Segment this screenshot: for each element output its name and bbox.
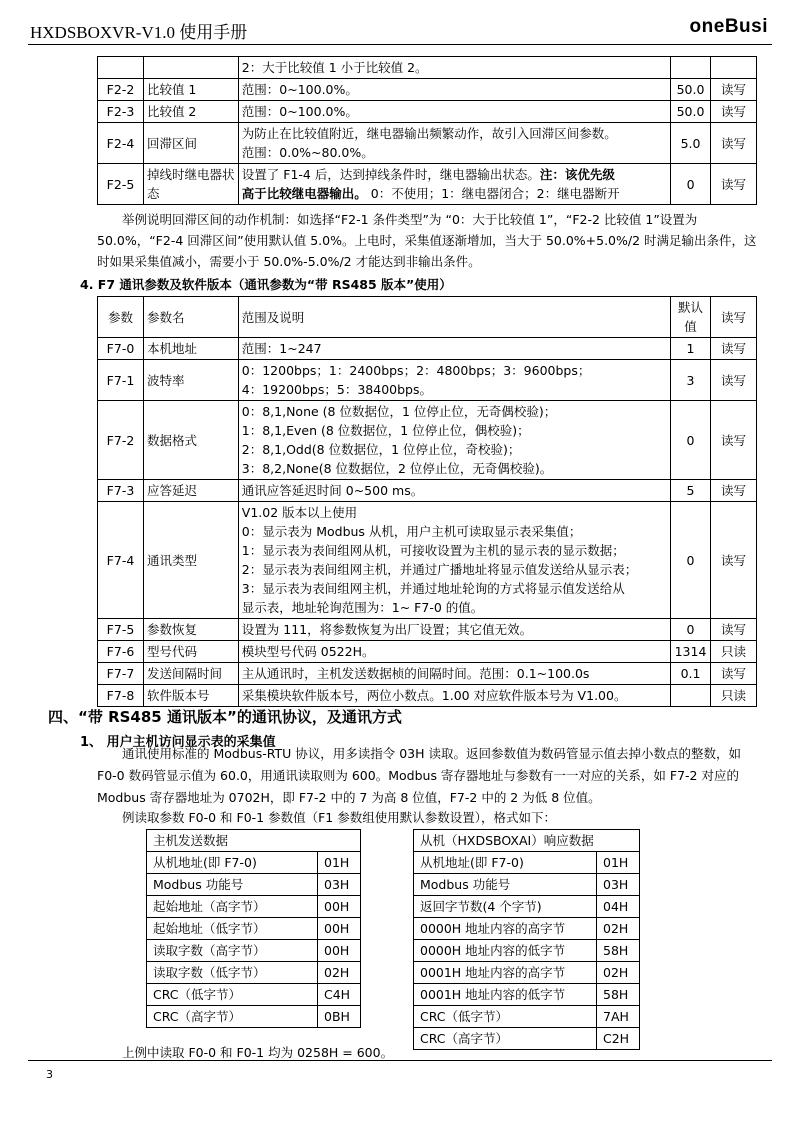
header-cell: 参数名 [143, 297, 238, 338]
desc-cell [238, 663, 670, 685]
param-cell: F7-7 [98, 663, 144, 685]
desc-line: 2：8,1,Odd(8 位数据位，1 位停止位，奇校验)； [241, 442, 521, 457]
field-value: 58H [597, 940, 640, 962]
default-cell: 50.0 [671, 79, 711, 101]
section-iv-heading: 四、“带 RS485 通讯版本”的通讯协议，及通讯方式 [48, 708, 402, 726]
desc-line: 4：19200bps；5：38400bps。 [241, 382, 432, 397]
table-row [98, 57, 757, 79]
brand-logo: oneBusi [689, 16, 768, 37]
slave-response-table [413, 829, 640, 1050]
param-cell: F2-3 [98, 101, 144, 123]
table-title-row [147, 830, 361, 852]
default-cell: 3 [671, 360, 711, 401]
table-row [147, 852, 361, 874]
field-value: C4H [318, 984, 361, 1006]
default-cell: 1314 [671, 641, 711, 663]
table-row [414, 874, 640, 896]
rw-cell: 读写 [711, 338, 757, 360]
page-number: 3 [46, 1068, 53, 1081]
table-row [147, 940, 361, 962]
field-label: CRC（高字节） [147, 1006, 318, 1028]
table-row [147, 984, 361, 1006]
default-cell: 0 [671, 401, 711, 480]
desc-cell: 范围：0~100.0%。 [238, 101, 670, 123]
desc-line: 显示表，地址轮询范围为：1~ F7-0 的值。 [241, 600, 484, 615]
rw-cell: 只读 [711, 685, 757, 707]
table-title: 主机发送数据 [147, 830, 361, 852]
field-value: 02H [318, 962, 361, 984]
table-row [98, 641, 757, 663]
name-cell: 应答延迟 [143, 480, 238, 502]
field-label: CRC（高字节） [414, 1028, 597, 1050]
table-row [98, 502, 757, 619]
rw-cell: 读写 [711, 101, 757, 123]
name-cell: 型号代码 [143, 641, 238, 663]
field-label: CRC（低字节） [414, 1006, 597, 1028]
param-cell: F7-2 [98, 401, 144, 480]
desc-line: 1：显示表为表间组网从机，可接收设置为主机的显示表的显示数据； [241, 543, 625, 558]
desc-line: V1.02 版本以上使用 [241, 505, 358, 520]
rw-cell: 读写 [711, 79, 757, 101]
default-cell: 1 [671, 338, 711, 360]
table-row [98, 663, 757, 685]
field-label: 起始地址（高字节） [147, 896, 318, 918]
header-divider [28, 44, 772, 45]
desc-cell [238, 685, 670, 707]
desc-cell: 设置了 F1-4 后，达到掉线条件时，继电器输出状态。注：该优先级 高于比较继电器输出。 0：不使用；1：继电器闭合；2：继电器断开 [238, 164, 670, 205]
default-cell: 5.0 [671, 123, 711, 164]
desc-line: 0：8,1,None (8 位数据位，1 位停止位，无奇偶校验)； [241, 404, 557, 419]
table-row [98, 619, 757, 641]
rw-cell: 只读 [711, 641, 757, 663]
field-value: 00H [318, 940, 361, 962]
default-cell: 5 [671, 480, 711, 502]
table-row [98, 685, 757, 707]
header-cell: 参数 [98, 297, 144, 338]
field-label: CRC（低字节） [147, 984, 318, 1006]
field-value: 04H [597, 896, 640, 918]
field-value: C2H [597, 1028, 640, 1050]
desc-cell [238, 502, 670, 619]
field-value: 02H [597, 918, 640, 940]
field-value: 0BH [318, 1006, 361, 1028]
header-cell: 范围及说明 [238, 297, 670, 338]
protocol-paragraph: 通讯使用标准的 Modbus-RTU 协议，用多读指令 03H 读取。返回参数值为数码管显示值去掉小数点的整数，如 F0-0 数码管显示值为 60.0，用通讯读取则为 600。Modbus 寄存器地址与参数有一一对应的关系，如 F7-2 对应的 Modbus 寄存器地址为 0702H，即 F7-2 中的 7 为高 8 位值，F7-2 中的 2 为低 8 位值。 [97, 746, 742, 805]
name-cell: 本机地址 [143, 338, 238, 360]
field-value: 03H [597, 874, 640, 896]
field-label: 返回字节数(4 个字节) [414, 896, 597, 918]
field-label: 读取字数（高字节） [147, 940, 318, 962]
field-value: 00H [318, 896, 361, 918]
rw-cell: 读写 [711, 164, 757, 205]
table-row [98, 338, 757, 360]
desc-cell [238, 401, 670, 480]
table-row [98, 401, 757, 480]
name-cell: 通讯类型 [143, 502, 238, 619]
desc-cell [238, 360, 670, 401]
desc-line: 3：显示表为表间组网主机，并通过地址轮询的方式将显示值发送给从 [241, 581, 625, 596]
field-label: 0000H 地址内容的低字节 [414, 940, 597, 962]
desc-line: 通讯应答延迟时间 0~500 ms。 [241, 483, 424, 498]
header-cell: 默认值 [671, 297, 711, 338]
field-value: 01H [597, 852, 640, 874]
rw-cell: 读写 [711, 480, 757, 502]
name-cell: 波特率 [143, 360, 238, 401]
table-row [98, 101, 757, 123]
field-label: 0001H 地址内容的高字节 [414, 962, 597, 984]
rw-cell: 读写 [711, 663, 757, 685]
f7-parameter-table [97, 296, 757, 707]
default-cell: 0 [671, 164, 711, 205]
table-row [414, 1006, 640, 1028]
table-row [98, 164, 757, 205]
field-value: 03H [318, 874, 361, 896]
table-title-row [414, 830, 640, 852]
desc-line: 0：1200bps；1：2400bps；2：4800bps；3：9600bps； [241, 363, 591, 378]
field-label: 从机地址(即 F7-0) [147, 852, 318, 874]
desc-cell [238, 338, 670, 360]
rw-cell: 读写 [711, 502, 757, 619]
table-row [414, 962, 640, 984]
table-row [147, 874, 361, 896]
field-label: 从机地址(即 F7-0) [414, 852, 597, 874]
desc-cell: 2：大于比较值 1 小于比较值 2。 [238, 57, 670, 79]
conclusion-text: 上例中读取 F0-0 和 F0-1 均为 0258H = 600。 [122, 1045, 394, 1060]
name-cell: 软件版本号 [143, 685, 238, 707]
table-row [98, 360, 757, 401]
param-cell: F7-5 [98, 619, 144, 641]
field-label: Modbus 功能号 [414, 874, 597, 896]
name-cell: 回滞区间 [143, 123, 238, 164]
table-row [98, 123, 757, 164]
default-cell [671, 685, 711, 707]
rw-cell: 读写 [711, 123, 757, 164]
param-cell: F2-2 [98, 79, 144, 101]
param-cell: F7-8 [98, 685, 144, 707]
param-cell: F7-6 [98, 641, 144, 663]
footer-divider [28, 1060, 772, 1061]
field-label: 0001H 地址内容的低字节 [414, 984, 597, 1006]
table-row [147, 918, 361, 940]
table-row [414, 918, 640, 940]
subsection-1-heading: 1、 用户主机访问显示表的采集值 [80, 735, 276, 750]
header-cell: 读写 [711, 297, 757, 338]
field-value: 7AH [597, 1006, 640, 1028]
desc-line: 0：显示表为 Modbus 从机，用户主机可读取显示表采集值； [241, 524, 582, 539]
master-send-table [146, 829, 361, 1028]
table-row [147, 896, 361, 918]
table-row [414, 852, 640, 874]
section-f7-heading: 4. F7 通讯参数及软件版本（通讯参数为“带 RS485 版本”使用） [80, 277, 452, 292]
desc-line: 模块型号代码 0522H。 [241, 644, 375, 659]
example-intro: 例读取参数 F0-0 和 F0-1 参数值（F1 参数组使用默认参数设置），格式如下： [122, 810, 556, 825]
field-label: 起始地址（低字节） [147, 918, 318, 940]
desc-cell [238, 619, 670, 641]
desc-line: 采集模块软件版本号，两位小数点。1.00 对应软件版本号为 V1.00。 [241, 688, 627, 703]
desc-line: 主从通讯时，主机发送数据桢的间隔时间。范围：0.1~100.0s [241, 666, 590, 681]
table-row [414, 984, 640, 1006]
param-cell: F7-3 [98, 480, 144, 502]
table-row [98, 79, 757, 101]
field-value: 58H [597, 984, 640, 1006]
default-cell: 0.1 [671, 663, 711, 685]
field-value: 00H [318, 918, 361, 940]
desc-line: 范围：1~247 [241, 341, 322, 356]
field-label: 0000H 地址内容的高字节 [414, 918, 597, 940]
desc-cell [238, 480, 670, 502]
param-cell: F7-1 [98, 360, 144, 401]
name-cell: 参数恢复 [143, 619, 238, 641]
desc-cell: 范围：0~100.0%。 [238, 79, 670, 101]
table-row [147, 962, 361, 984]
name-cell: 发送间隔时间 [143, 663, 238, 685]
desc-line: 2：显示表为表间组网主机，并通过广播地址将显示值发送给从显示表； [241, 562, 638, 577]
rw-cell: 读写 [711, 360, 757, 401]
field-label: 读取字数（低字节） [147, 962, 318, 984]
hysteresis-example-paragraph: 举例说明回滞区间的动作机制：如选择“F2-1 条件类型”为 “0：大于比较值 1”，“F2-2 比较值 1”设置为 50.0%，“F2-4 回滞区间”使用默认值 5.0%。上电时，采集值逐渐增加，当大于 50.0%+5.0%/2 时满足输出条件，这时如果采集值减小，需要小于 50.0%-5.0%/2 才能达到非输出条件。 [97, 212, 757, 269]
name-cell: 数据格式 [143, 401, 238, 480]
document-title: HXDSBOXVR-V1.0 使用手册 [30, 23, 248, 42]
name-cell: 比较值 1 [143, 79, 238, 101]
table-header-row [98, 297, 757, 338]
field-value: 01H [318, 852, 361, 874]
param-cell: F7-4 [98, 502, 144, 619]
desc-cell: 为防止在比较值附近，继电器输出频繁动作，故引入回滞区间参数。 范围：0.0%~80.0%。 [238, 123, 670, 164]
rw-cell: 读写 [711, 619, 757, 641]
f2-parameter-table [97, 56, 757, 205]
name-cell: 掉线时继电器状 态 [143, 164, 238, 205]
desc-line: 设置为 111，将参数恢复为出厂设置；其它值无效。 [241, 622, 533, 637]
default-cell: 0 [671, 502, 711, 619]
default-cell: 50.0 [671, 101, 711, 123]
table-title: 从机（HXDSBOXAI）响应数据 [414, 830, 640, 852]
rw-cell: 读写 [711, 401, 757, 480]
table-row [414, 896, 640, 918]
table-row [414, 940, 640, 962]
field-value: 02H [597, 962, 640, 984]
param-cell: F2-4 [98, 123, 144, 164]
default-cell: 0 [671, 619, 711, 641]
field-label: Modbus 功能号 [147, 874, 318, 896]
name-cell: 比较值 2 [143, 101, 238, 123]
desc-cell [238, 641, 670, 663]
desc-line: 1：8,1,Even (8 位数据位，1 位停止位，偶校验)； [241, 423, 530, 438]
table-row [98, 480, 757, 502]
param-cell: F2-5 [98, 164, 144, 205]
param-cell: F7-0 [98, 338, 144, 360]
desc-line: 3：8,2,None(8 位数据位，2 位停止位，无奇偶校验)。 [241, 461, 553, 476]
table-row [147, 1006, 361, 1028]
